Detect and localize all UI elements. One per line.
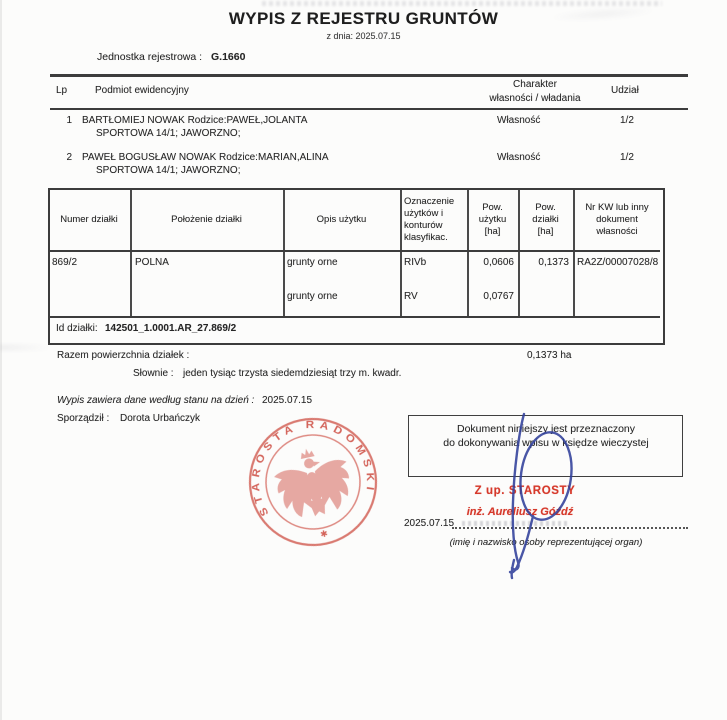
page-title: WYPIS Z REJESTRU GRUNTÓW [228, 9, 499, 28]
document-date-line: z dnia: 2025.07.15 [326, 31, 401, 41]
in-words-label: Słownie : [133, 368, 174, 379]
parcel-id-value: 142501_1.0001.AR_27.869/2 [105, 323, 237, 334]
parcel-class: RV [404, 291, 418, 302]
signature-name: inż. Aureliusz Góźdź [466, 506, 574, 518]
parcel-usearea: 0,0606 [483, 257, 514, 268]
parcels-grid-vline [400, 190, 402, 316]
parcels-col-area-line2: działki [532, 214, 559, 225]
parcels-col-area-line3: [ha] [537, 226, 554, 237]
parcels-col-kw-line3: własności [596, 226, 638, 237]
purpose-box-line2: do dokonywania wpisu w księdze wieczystej [443, 437, 649, 449]
parcels-col-class-line1: Oznaczenie [404, 196, 455, 207]
parcel-id-label: Id działki: [56, 323, 98, 334]
owner-name: BARTŁOMIEJ NOWAK Rodzice:PAWEŁ,JOLANTA [82, 115, 308, 126]
parcel-kw-number: RA2Z/00007028/8 [577, 257, 659, 268]
owners-col-share: Udział [611, 85, 639, 96]
parcels-col-kw-line1: Nr KW lub inny [585, 202, 649, 213]
parcels-col-usearea-line1: Pow. [482, 202, 503, 213]
signature-authority: Z up. STAROSTY [474, 485, 576, 497]
parcels-col-class-line2: użytków i [404, 208, 444, 219]
signature-caption: (imię i nazwisko osoby reprezentującej organ) [449, 537, 643, 548]
total-area-label: Razem powierzchnia działek : [57, 350, 190, 361]
official-round-stamp [243, 412, 383, 552]
prepared-by-label: Sporządził : [57, 413, 110, 424]
scan-artifact-crease [0, 344, 52, 351]
eagle-emblem-icon [270, 441, 357, 523]
parcels-grid-vline [130, 190, 132, 316]
owners-col-ownership-line1: Charakter [513, 79, 557, 90]
parcels-col-kw-line2: dokument [596, 214, 638, 225]
owner-share: 1/2 [620, 152, 634, 163]
parcels-col-location: Położenie działki [171, 214, 242, 225]
parcels-col-number: Numer działki [60, 214, 118, 225]
parcels-grid-vline [283, 190, 285, 316]
parcels-col-landuse: Opis użytku [316, 214, 367, 225]
parcel-landuse: grunty orne [287, 291, 338, 302]
owner-share: 1/2 [620, 115, 634, 126]
owner-name: PAWEŁ BOGUSŁAW NOWAK Rodzice:MARIAN,ALINA [82, 152, 329, 163]
owners-col-subject: Podmiot ewidencyjny [95, 85, 189, 96]
parcel-location: POLNA [135, 257, 169, 268]
owners-table-header-rule [50, 108, 688, 110]
parcel-landuse: grunty orne [287, 257, 338, 268]
owner-lp: 1 [66, 115, 72, 126]
owners-col-ownership-line2: własności / władania [489, 93, 581, 104]
scan-artifact-top-text [262, 1, 662, 6]
total-area-value: 0,1373 ha [527, 350, 572, 361]
handwritten-signature [478, 410, 593, 580]
parcels-col-class-line3: konturów [404, 220, 443, 231]
as-of-date: 2025.07.15 [262, 395, 313, 406]
owner-lp: 2 [66, 152, 72, 163]
prepared-by-name: Dorota Urbańczyk [120, 413, 201, 424]
signature-date: 2025.07.15 [404, 518, 455, 529]
owner-address: SPORTOWA 14/1; JAWORZNO; [96, 165, 241, 176]
parcels-col-class-line4: klasyfikac. [404, 232, 448, 243]
parcels-col-area-line1: Pow. [535, 202, 556, 213]
registry-unit-label: Jednostka rejestrowa : [97, 51, 203, 63]
stamp-ring-text: STAROSTA RADOMSKI [249, 419, 377, 518]
owner-ownership: Własność [497, 115, 541, 126]
in-words-value: jeden tysiąc trzysta siedemdziesiąt trzy m. kwadr. [183, 368, 402, 379]
parcel-area: 0,1373 [538, 257, 569, 268]
owner-ownership: Własność [497, 152, 541, 163]
owner-address: SPORTOWA 14/1; JAWORZNO; [96, 128, 241, 139]
parcels-col-usearea-line2: użytku [478, 214, 507, 225]
owners-col-lp: Lp [56, 85, 68, 96]
owners-table-top-rule [50, 74, 688, 77]
parcel-class: RIVb [404, 257, 427, 268]
parcels-col-usearea-line3: [ha] [484, 226, 501, 237]
scan-edge-artifact [0, 0, 2, 720]
parcel-number: 869/2 [52, 257, 78, 268]
parcels-header-rule [50, 250, 660, 252]
as-of-label: Wypis zawiera dane według stanu na dzień : [57, 395, 255, 406]
parcels-id-rule [50, 316, 660, 318]
stamp-bottom-star: ✱ [319, 528, 329, 540]
parcel-usearea: 0,0767 [483, 291, 514, 302]
purpose-box-line1: Dokument niniejszy jest przeznaczony [457, 423, 635, 435]
registry-unit-value: G.1660 [211, 51, 246, 63]
